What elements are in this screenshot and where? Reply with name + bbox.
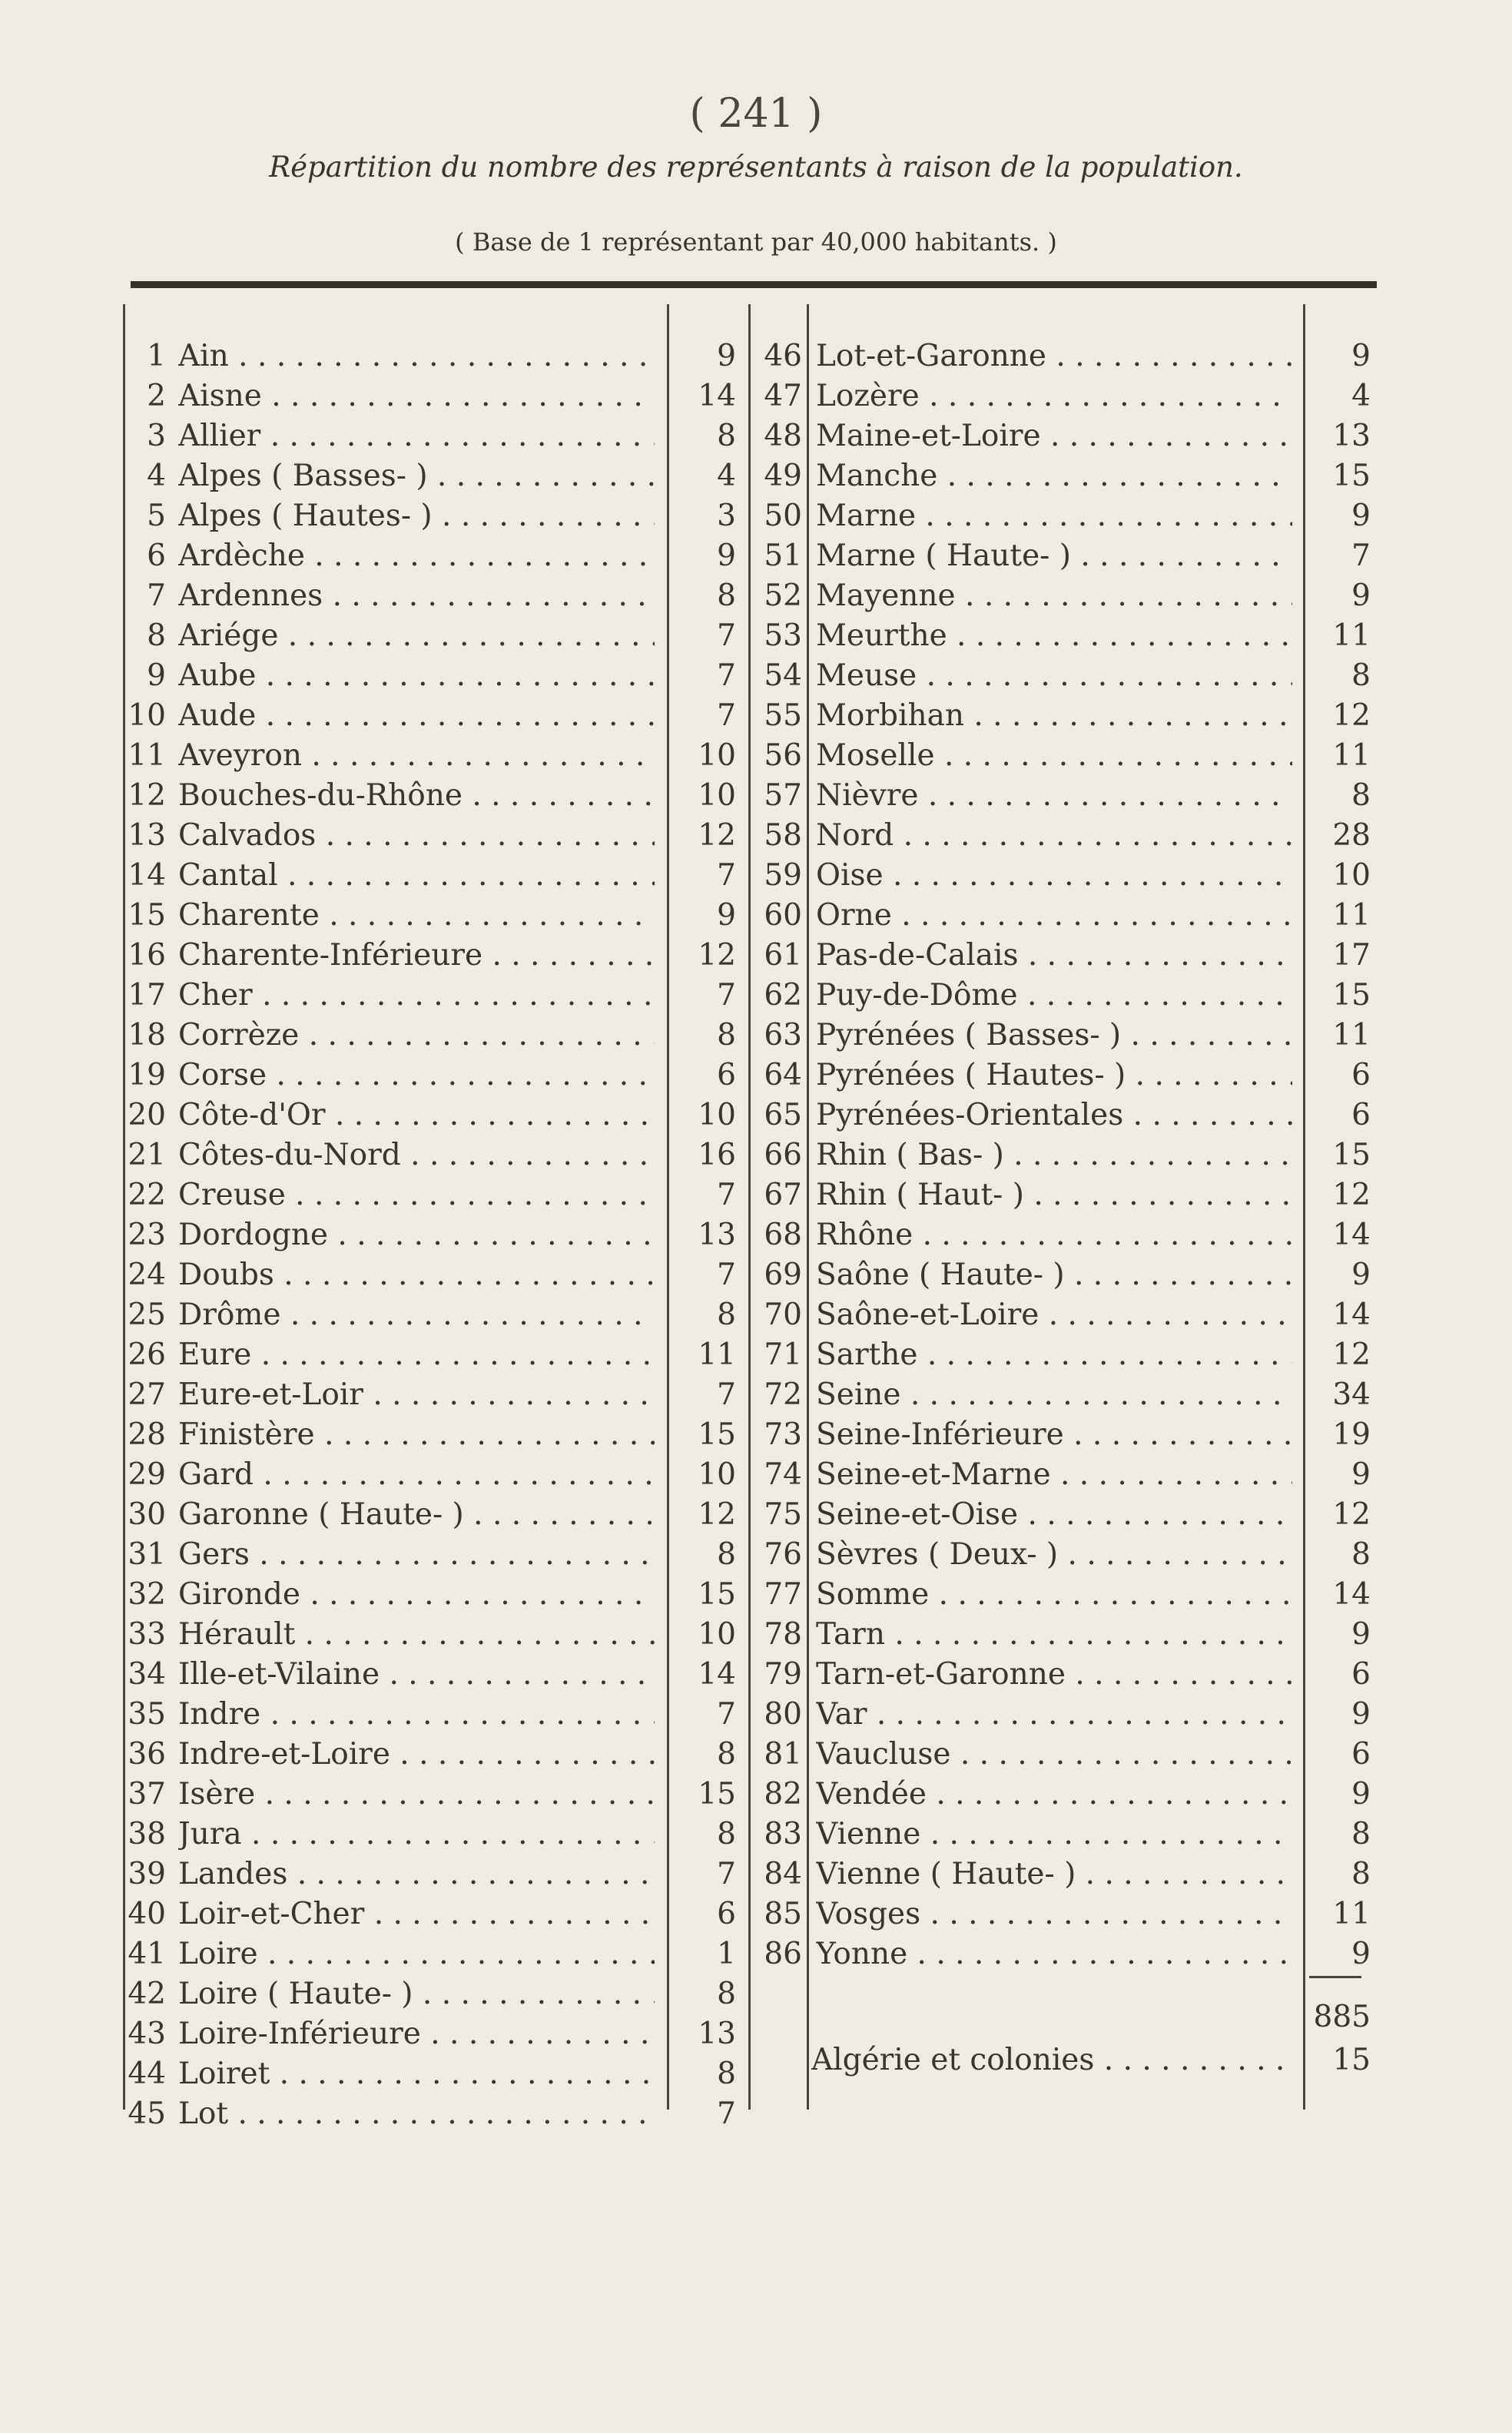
row-number: 85 — [764, 1897, 802, 1931]
row-number: 61 — [764, 938, 802, 973]
algerie-label: Algérie et colonies . . . — [811, 2040, 1288, 2080]
department-name: Charente-Inférieure . . . — [178, 936, 655, 976]
representatives-count: 4 — [1351, 379, 1371, 413]
row-number: 25 — [128, 1298, 166, 1332]
row-number: 57 — [764, 778, 802, 813]
representatives-count: 9 — [1351, 499, 1371, 533]
department-name: Loire-Inférieure . . . — [178, 2014, 655, 2054]
representatives-count: 9 — [1351, 1937, 1371, 1971]
representatives-count: 12 — [698, 1497, 736, 1532]
department-name: Landes . . . — [178, 1855, 655, 1894]
department-name: Indre-et-Loire . . . — [178, 1735, 655, 1775]
row-number: 30 — [128, 1497, 166, 1532]
representatives-count: 19 — [1332, 1417, 1371, 1452]
representatives-count: 7 — [717, 1178, 736, 1212]
department-name: Jura . . . — [178, 1815, 655, 1855]
department-name: Charente . . . — [178, 896, 655, 936]
representatives-count: 7 — [717, 698, 736, 733]
row-number: 23 — [128, 1218, 166, 1252]
row-number: 63 — [764, 1018, 802, 1052]
department-name: Pas-de-Calais . . . — [816, 936, 1292, 976]
representatives-count: 7 — [717, 1697, 736, 1732]
page-number: ( 241 ) — [689, 91, 823, 137]
department-name: Ain . . . — [178, 336, 655, 376]
representatives-count: 7 — [717, 1857, 736, 1891]
representatives-count: 15 — [1332, 1138, 1371, 1172]
department-name: Seine-et-Marne . . . — [816, 1455, 1292, 1495]
row-number: 44 — [128, 2057, 166, 2091]
department-name: Lot . . . — [178, 2094, 655, 2134]
representatives-count: 14 — [698, 379, 736, 413]
department-name: Loiret . . . — [178, 2054, 655, 2094]
representatives-count: 6 — [717, 1058, 736, 1092]
department-name: Manche . . . — [816, 456, 1292, 496]
row-number: 8 — [147, 618, 166, 653]
row-number: 69 — [764, 1258, 802, 1292]
representatives-count: 28 — [1332, 818, 1371, 853]
representatives-count: 7 — [717, 2097, 736, 2131]
department-name: Corse . . . — [178, 1056, 655, 1096]
representatives-count: 14 — [1332, 1577, 1371, 1612]
representatives-count: 6 — [1351, 1058, 1371, 1092]
row-number: 79 — [764, 1657, 802, 1692]
representatives-count: 6 — [717, 1897, 736, 1931]
row-number: 55 — [764, 698, 802, 733]
representatives-count: 15 — [698, 1577, 736, 1612]
department-name: Garonne ( Haute- ) . . . — [178, 1495, 655, 1535]
department-name: Seine-et-Oise . . . — [816, 1495, 1292, 1535]
total-rule — [1309, 1976, 1361, 1978]
representatives-count: 7 — [717, 978, 736, 1013]
representatives-count: 11 — [1332, 738, 1371, 773]
department-name: Isère . . . — [178, 1775, 655, 1815]
department-name: Aisne . . . — [178, 376, 655, 416]
row-number: 18 — [128, 1018, 166, 1052]
row-number: 49 — [764, 459, 802, 493]
representatives-count: 11 — [1332, 618, 1371, 653]
department-name: Mayenne . . . — [816, 576, 1292, 616]
page-subtitle: ( Base de 1 représentant par 40,000 habitants. ) — [455, 227, 1057, 257]
row-number: 74 — [764, 1457, 802, 1492]
row-number: 75 — [764, 1497, 802, 1532]
representatives-count: 6 — [1351, 1098, 1371, 1132]
department-name: Allier . . . — [178, 416, 655, 456]
representatives-count: 7 — [1351, 539, 1371, 573]
representatives-count: 16 — [698, 1138, 736, 1172]
representatives-count: 10 — [1332, 858, 1371, 893]
representatives-count: 1 — [717, 1937, 736, 1971]
department-name: Meuse . . . — [816, 656, 1292, 696]
row-number: 36 — [128, 1737, 166, 1772]
row-number: 76 — [764, 1537, 802, 1572]
department-name: Calvados . . . — [178, 816, 655, 856]
representatives-count: 9 — [1351, 1457, 1371, 1492]
representatives-count: 9 — [717, 339, 736, 373]
row-number: 53 — [764, 618, 802, 653]
department-name: Pyrénées ( Hautes- ) . . . — [816, 1056, 1292, 1096]
representatives-count: 11 — [1332, 1018, 1371, 1052]
representatives-count: 11 — [1332, 898, 1371, 933]
row-number: 51 — [764, 539, 802, 573]
representatives-count: 7 — [717, 1377, 736, 1412]
department-name: Rhin ( Haut- ) . . . — [816, 1175, 1292, 1215]
department-name: Loir-et-Cher . . . — [178, 1894, 655, 1934]
row-number: 35 — [128, 1697, 166, 1732]
representatives-count: 7 — [717, 658, 736, 693]
representatives-count: 10 — [698, 1098, 736, 1132]
representatives-count: 8 — [1351, 1857, 1371, 1891]
representatives-count: 13 — [698, 2017, 736, 2051]
representatives-count: 15 — [1332, 978, 1371, 1013]
row-number: 31 — [128, 1537, 166, 1572]
representatives-count: 9 — [1351, 1258, 1371, 1292]
row-number: 43 — [128, 2017, 166, 2051]
row-number: 13 — [128, 818, 166, 853]
department-name: Vaucluse . . . — [816, 1735, 1292, 1775]
row-number: 54 — [764, 658, 802, 693]
page-title: Répartition du nombre des représentants à raison de la population. — [269, 151, 1243, 184]
department-name: Nord . . . — [816, 816, 1292, 856]
row-number: 5 — [147, 499, 166, 533]
representatives-count: 8 — [1351, 1537, 1371, 1572]
representatives-count: 9 — [1351, 339, 1371, 373]
representatives-count: 7 — [717, 1258, 736, 1292]
representatives-count: 4 — [717, 459, 736, 493]
representatives-count: 10 — [698, 1617, 736, 1652]
row-number: 15 — [128, 898, 166, 933]
row-number: 2 — [147, 379, 166, 413]
row-number: 9 — [147, 658, 166, 693]
department-name: Pyrénées-Orientales . . . — [816, 1096, 1292, 1135]
row-number: 78 — [764, 1617, 802, 1652]
department-name: Gard . . . — [178, 1455, 655, 1495]
row-number: 28 — [128, 1417, 166, 1452]
row-number: 29 — [128, 1457, 166, 1492]
department-name: Vienne . . . — [816, 1815, 1292, 1855]
representatives-count: 17 — [1332, 938, 1371, 973]
department-name: Var . . . — [816, 1695, 1292, 1735]
representatives-count: 8 — [717, 1737, 736, 1772]
representatives-count: 8 — [1351, 658, 1371, 693]
row-number: 83 — [764, 1817, 802, 1851]
row-number: 68 — [764, 1218, 802, 1252]
department-name: Yonne . . . — [816, 1934, 1292, 1974]
department-name: Bouches-du-Rhône . . . — [178, 776, 655, 816]
representatives-count: 8 — [717, 578, 736, 613]
row-number: 22 — [128, 1178, 166, 1212]
department-name: Marne ( Haute- ) . . . — [816, 536, 1292, 576]
total-value: 885 — [1313, 2000, 1371, 2034]
representatives-count: 14 — [1332, 1298, 1371, 1332]
representatives-count: 8 — [717, 2057, 736, 2091]
department-name: Cantal . . . — [178, 856, 655, 896]
row-number: 42 — [128, 1977, 166, 2011]
row-number: 32 — [128, 1577, 166, 1612]
representatives-count: 14 — [1332, 1218, 1371, 1252]
department-name: Sèvres ( Deux- ) . . . — [816, 1535, 1292, 1575]
row-number: 84 — [764, 1857, 802, 1891]
department-name: Doubs . . . — [178, 1255, 655, 1295]
department-name: Sarthe . . . — [816, 1335, 1292, 1375]
department-name: Saône-et-Loire . . . — [816, 1295, 1292, 1335]
department-name: Eure-et-Loir . . . — [178, 1375, 655, 1415]
representatives-count: 12 — [1332, 1337, 1371, 1372]
row-number: 86 — [764, 1937, 802, 1971]
column-divider — [807, 304, 809, 2110]
department-name: Alpes ( Basses- ) . . . — [178, 456, 655, 496]
representatives-count: 12 — [1332, 1497, 1371, 1532]
department-name: Lozère . . . — [816, 376, 1292, 416]
representatives-count: 8 — [717, 1537, 736, 1572]
row-number: 73 — [764, 1417, 802, 1452]
department-name: Tarn-et-Garonne . . . — [816, 1655, 1292, 1695]
row-number: 14 — [128, 858, 166, 893]
row-number: 39 — [128, 1857, 166, 1891]
row-number: 50 — [764, 499, 802, 533]
row-number: 4 — [147, 459, 166, 493]
department-name: Morbihan . . . — [816, 696, 1292, 736]
department-name: Seine-Inférieure . . . — [816, 1415, 1292, 1455]
header-rule — [131, 281, 1377, 288]
row-number: 33 — [128, 1617, 166, 1652]
row-number: 26 — [128, 1337, 166, 1372]
row-number: 6 — [147, 539, 166, 573]
representatives-count: 15 — [1332, 459, 1371, 493]
representatives-count: 6 — [1351, 1657, 1371, 1692]
row-number: 3 — [147, 419, 166, 453]
department-name: Eure . . . — [178, 1335, 655, 1375]
row-number: 17 — [128, 978, 166, 1013]
representatives-count: 12 — [698, 938, 736, 973]
department-name: Pyrénées ( Basses- ) . . . — [816, 1016, 1292, 1056]
row-number: 67 — [764, 1178, 802, 1212]
department-name: Vosges . . . — [816, 1894, 1292, 1934]
representatives-count: 14 — [698, 1657, 736, 1692]
department-name: Orne . . . — [816, 896, 1292, 936]
representatives-count: 8 — [1351, 778, 1371, 813]
row-number: 58 — [764, 818, 802, 853]
department-name: Puy-de-Dôme . . . — [816, 976, 1292, 1016]
department-name: Meurthe . . . — [816, 616, 1292, 656]
representatives-count: 6 — [1351, 1737, 1371, 1772]
representatives-count: 10 — [698, 738, 736, 773]
representatives-count: 9 — [1351, 1697, 1371, 1732]
representatives-count: 15 — [698, 1777, 736, 1811]
row-number: 24 — [128, 1258, 166, 1292]
representatives-count: 8 — [717, 1817, 736, 1851]
row-number: 65 — [764, 1098, 802, 1132]
department-name: Vienne ( Haute- ) . . . — [816, 1855, 1292, 1894]
department-name: Indre . . . — [178, 1695, 655, 1735]
department-name: Ille-et-Vilaine . . . — [178, 1655, 655, 1695]
row-number: 48 — [764, 419, 802, 453]
department-name: Vendée . . . — [816, 1775, 1292, 1815]
department-name: Cher . . . — [178, 976, 655, 1016]
representatives-count: 12 — [1332, 698, 1371, 733]
representatives-count: 11 — [698, 1337, 736, 1372]
representatives-count: 10 — [698, 778, 736, 813]
department-name: Corrèze . . . — [178, 1016, 655, 1056]
row-number: 80 — [764, 1697, 802, 1732]
row-number: 21 — [128, 1138, 166, 1172]
row-number: 72 — [764, 1377, 802, 1412]
department-name: Creuse . . . — [178, 1175, 655, 1215]
department-name: Gers . . . — [178, 1535, 655, 1575]
algerie-value: 15 — [1332, 2043, 1371, 2077]
department-name: Ariége . . . — [178, 616, 655, 656]
representatives-count: 9 — [1351, 1617, 1371, 1652]
department-name: Aveyron . . . — [178, 736, 655, 776]
representatives-count: 8 — [717, 1298, 736, 1332]
row-number: 20 — [128, 1098, 166, 1132]
representatives-count: 13 — [1332, 419, 1371, 453]
representatives-count: 9 — [717, 539, 736, 573]
department-name: Côte-d'Or . . . — [178, 1096, 655, 1135]
row-number: 60 — [764, 898, 802, 933]
row-number: 64 — [764, 1058, 802, 1092]
row-number: 70 — [764, 1298, 802, 1332]
row-number: 41 — [128, 1937, 166, 1971]
department-name: Rhône . . . — [816, 1215, 1292, 1255]
row-number: 37 — [128, 1777, 166, 1811]
row-number: 34 — [128, 1657, 166, 1692]
row-number: 56 — [764, 738, 802, 773]
department-name: Rhin ( Bas- ) . . . — [816, 1135, 1292, 1175]
representatives-count: 7 — [717, 618, 736, 653]
representatives-count: 3 — [717, 499, 736, 533]
department-name: Somme . . . — [816, 1575, 1292, 1615]
row-number: 82 — [764, 1777, 802, 1811]
department-name: Ardèche . . . — [178, 536, 655, 576]
representatives-count: 8 — [717, 1977, 736, 2011]
department-name: Ardennes . . . — [178, 576, 655, 616]
department-name: Loire ( Haute- ) . . . — [178, 1974, 655, 2014]
row-number: 12 — [128, 778, 166, 813]
row-number: 62 — [764, 978, 802, 1013]
representatives-count: 11 — [1332, 1897, 1371, 1931]
department-name: Maine-et-Loire . . . — [816, 416, 1292, 456]
department-name: Côtes-du-Nord . . . — [178, 1135, 655, 1175]
row-number: 66 — [764, 1138, 802, 1172]
row-number: 1 — [147, 339, 166, 373]
representatives-count: 15 — [698, 1417, 736, 1452]
representatives-count: 9 — [717, 898, 736, 933]
row-number: 10 — [128, 698, 166, 733]
row-number: 52 — [764, 578, 802, 613]
department-name: Oise . . . — [816, 856, 1292, 896]
representatives-count: 10 — [698, 1457, 736, 1492]
department-name: Nièvre . . . — [816, 776, 1292, 816]
representatives-count: 34 — [1332, 1377, 1371, 1412]
representatives-count: 7 — [717, 858, 736, 893]
department-name: Lot-et-Garonne . . . — [816, 336, 1292, 376]
row-number: 27 — [128, 1377, 166, 1412]
row-number: 59 — [764, 858, 802, 893]
representatives-count: 13 — [698, 1218, 736, 1252]
representatives-count: 12 — [1332, 1178, 1371, 1212]
representatives-count: 9 — [1351, 1777, 1371, 1811]
row-number: 46 — [764, 339, 802, 373]
row-number: 38 — [128, 1817, 166, 1851]
department-name: Gironde . . . — [178, 1575, 655, 1615]
department-name: Tarn . . . — [816, 1615, 1292, 1655]
row-number: 19 — [128, 1058, 166, 1092]
row-number: 11 — [128, 738, 166, 773]
department-name: Loire . . . — [178, 1934, 655, 1974]
row-number: 47 — [764, 379, 802, 413]
department-name: Aude . . . — [178, 696, 655, 736]
department-name: Finistère . . . — [178, 1415, 655, 1455]
department-name: Aube . . . — [178, 656, 655, 696]
department-name: Moselle . . . — [816, 736, 1292, 776]
row-number: 71 — [764, 1337, 802, 1372]
representatives-count: 12 — [698, 818, 736, 853]
department-name: Hérault . . . — [178, 1615, 655, 1655]
row-number: 7 — [147, 578, 166, 613]
representatives-count: 8 — [1351, 1817, 1371, 1851]
row-number: 45 — [128, 2097, 166, 2131]
department-name: Seine . . . — [816, 1375, 1292, 1415]
department-name: Marne . . . — [816, 496, 1292, 536]
department-name: Drôme . . . — [178, 1295, 655, 1335]
department-name: Dordogne . . . — [178, 1215, 655, 1255]
representatives-count: 9 — [1351, 578, 1371, 613]
row-number: 40 — [128, 1897, 166, 1931]
department-name: Saône ( Haute- ) . . . — [816, 1255, 1292, 1295]
department-name: Alpes ( Hautes- ) . . . — [178, 496, 655, 536]
row-number: 77 — [764, 1577, 802, 1612]
representatives-count: 8 — [717, 1018, 736, 1052]
row-number: 16 — [128, 938, 166, 973]
row-number: 81 — [764, 1737, 802, 1772]
representatives-count: 8 — [717, 419, 736, 453]
